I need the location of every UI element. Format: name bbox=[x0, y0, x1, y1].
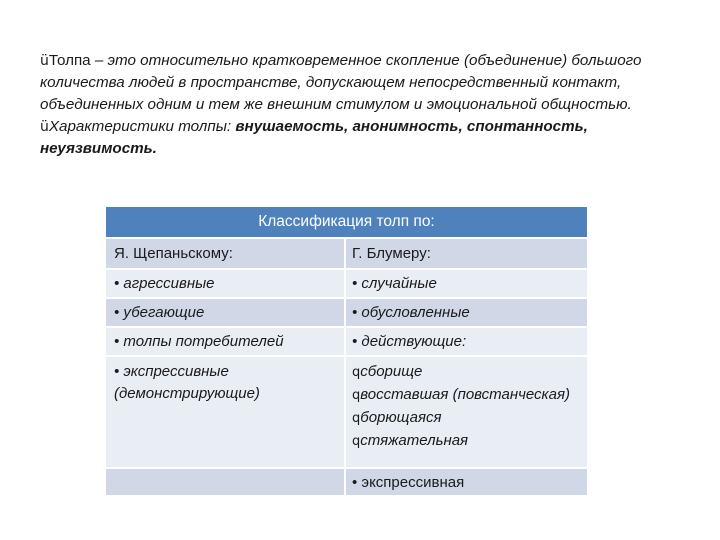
table-cell: • обусловленные bbox=[352, 304, 470, 321]
table-cell: • случайные bbox=[352, 275, 437, 292]
table-cell: • агрессивные bbox=[106, 270, 346, 297]
table-title: Классификация толп по: bbox=[106, 207, 587, 239]
table-row bbox=[106, 357, 587, 469]
definition-text: – это относительно кратковременное скопление (объединение) большого количества людей в пространстве, допускающем непосредственный контакт, объединенных одним и тем же внешним стимулом и эмоциональной общностью. bbox=[40, 52, 642, 113]
checkbox-bullet-icon: q bbox=[352, 434, 361, 449]
classification-table bbox=[106, 207, 587, 497]
table-subheader-row bbox=[106, 239, 587, 270]
table-cell: • действующие: bbox=[352, 333, 467, 350]
table-cell: • толпы потребителей bbox=[106, 328, 346, 355]
list-item: qсборище bbox=[352, 363, 423, 380]
list-item: qборющаяся bbox=[352, 409, 442, 426]
definition-paragraph bbox=[40, 50, 680, 116]
sub-item-list bbox=[346, 357, 587, 467]
list-item: qвосставшая (повстанческая) bbox=[352, 386, 570, 403]
table-cell: • экспрессивная bbox=[352, 474, 465, 491]
table-cell bbox=[106, 469, 346, 495]
check-bullet-icon: ü bbox=[40, 119, 49, 135]
checkbox-bullet-icon: q bbox=[352, 411, 361, 426]
list-item: qстяжательная bbox=[352, 432, 469, 449]
characteristics-paragraph bbox=[40, 116, 680, 160]
characteristics-value: внушаемость, анонимность, спонтанность, неуязвимость. bbox=[40, 118, 588, 157]
checkbox-bullet-icon: q bbox=[352, 388, 361, 403]
intro-text bbox=[40, 50, 680, 160]
check-bullet-icon: ü bbox=[40, 53, 49, 69]
col2-header: Г. Блумеру: bbox=[352, 245, 431, 262]
table-row bbox=[106, 469, 587, 497]
table-row bbox=[106, 299, 587, 328]
col1-header: Я. Щепаньскому: bbox=[106, 239, 346, 268]
checkbox-bullet-icon: q bbox=[352, 365, 361, 380]
characteristics-label: Характеристики толпы: bbox=[48, 118, 236, 135]
table-cell: • экспрессивные (демонстрирующие) bbox=[106, 357, 346, 467]
definition-term: Толпа bbox=[48, 52, 91, 69]
table-row bbox=[106, 270, 587, 299]
table-cell: • убегающие bbox=[106, 299, 346, 326]
table-row bbox=[106, 328, 587, 357]
